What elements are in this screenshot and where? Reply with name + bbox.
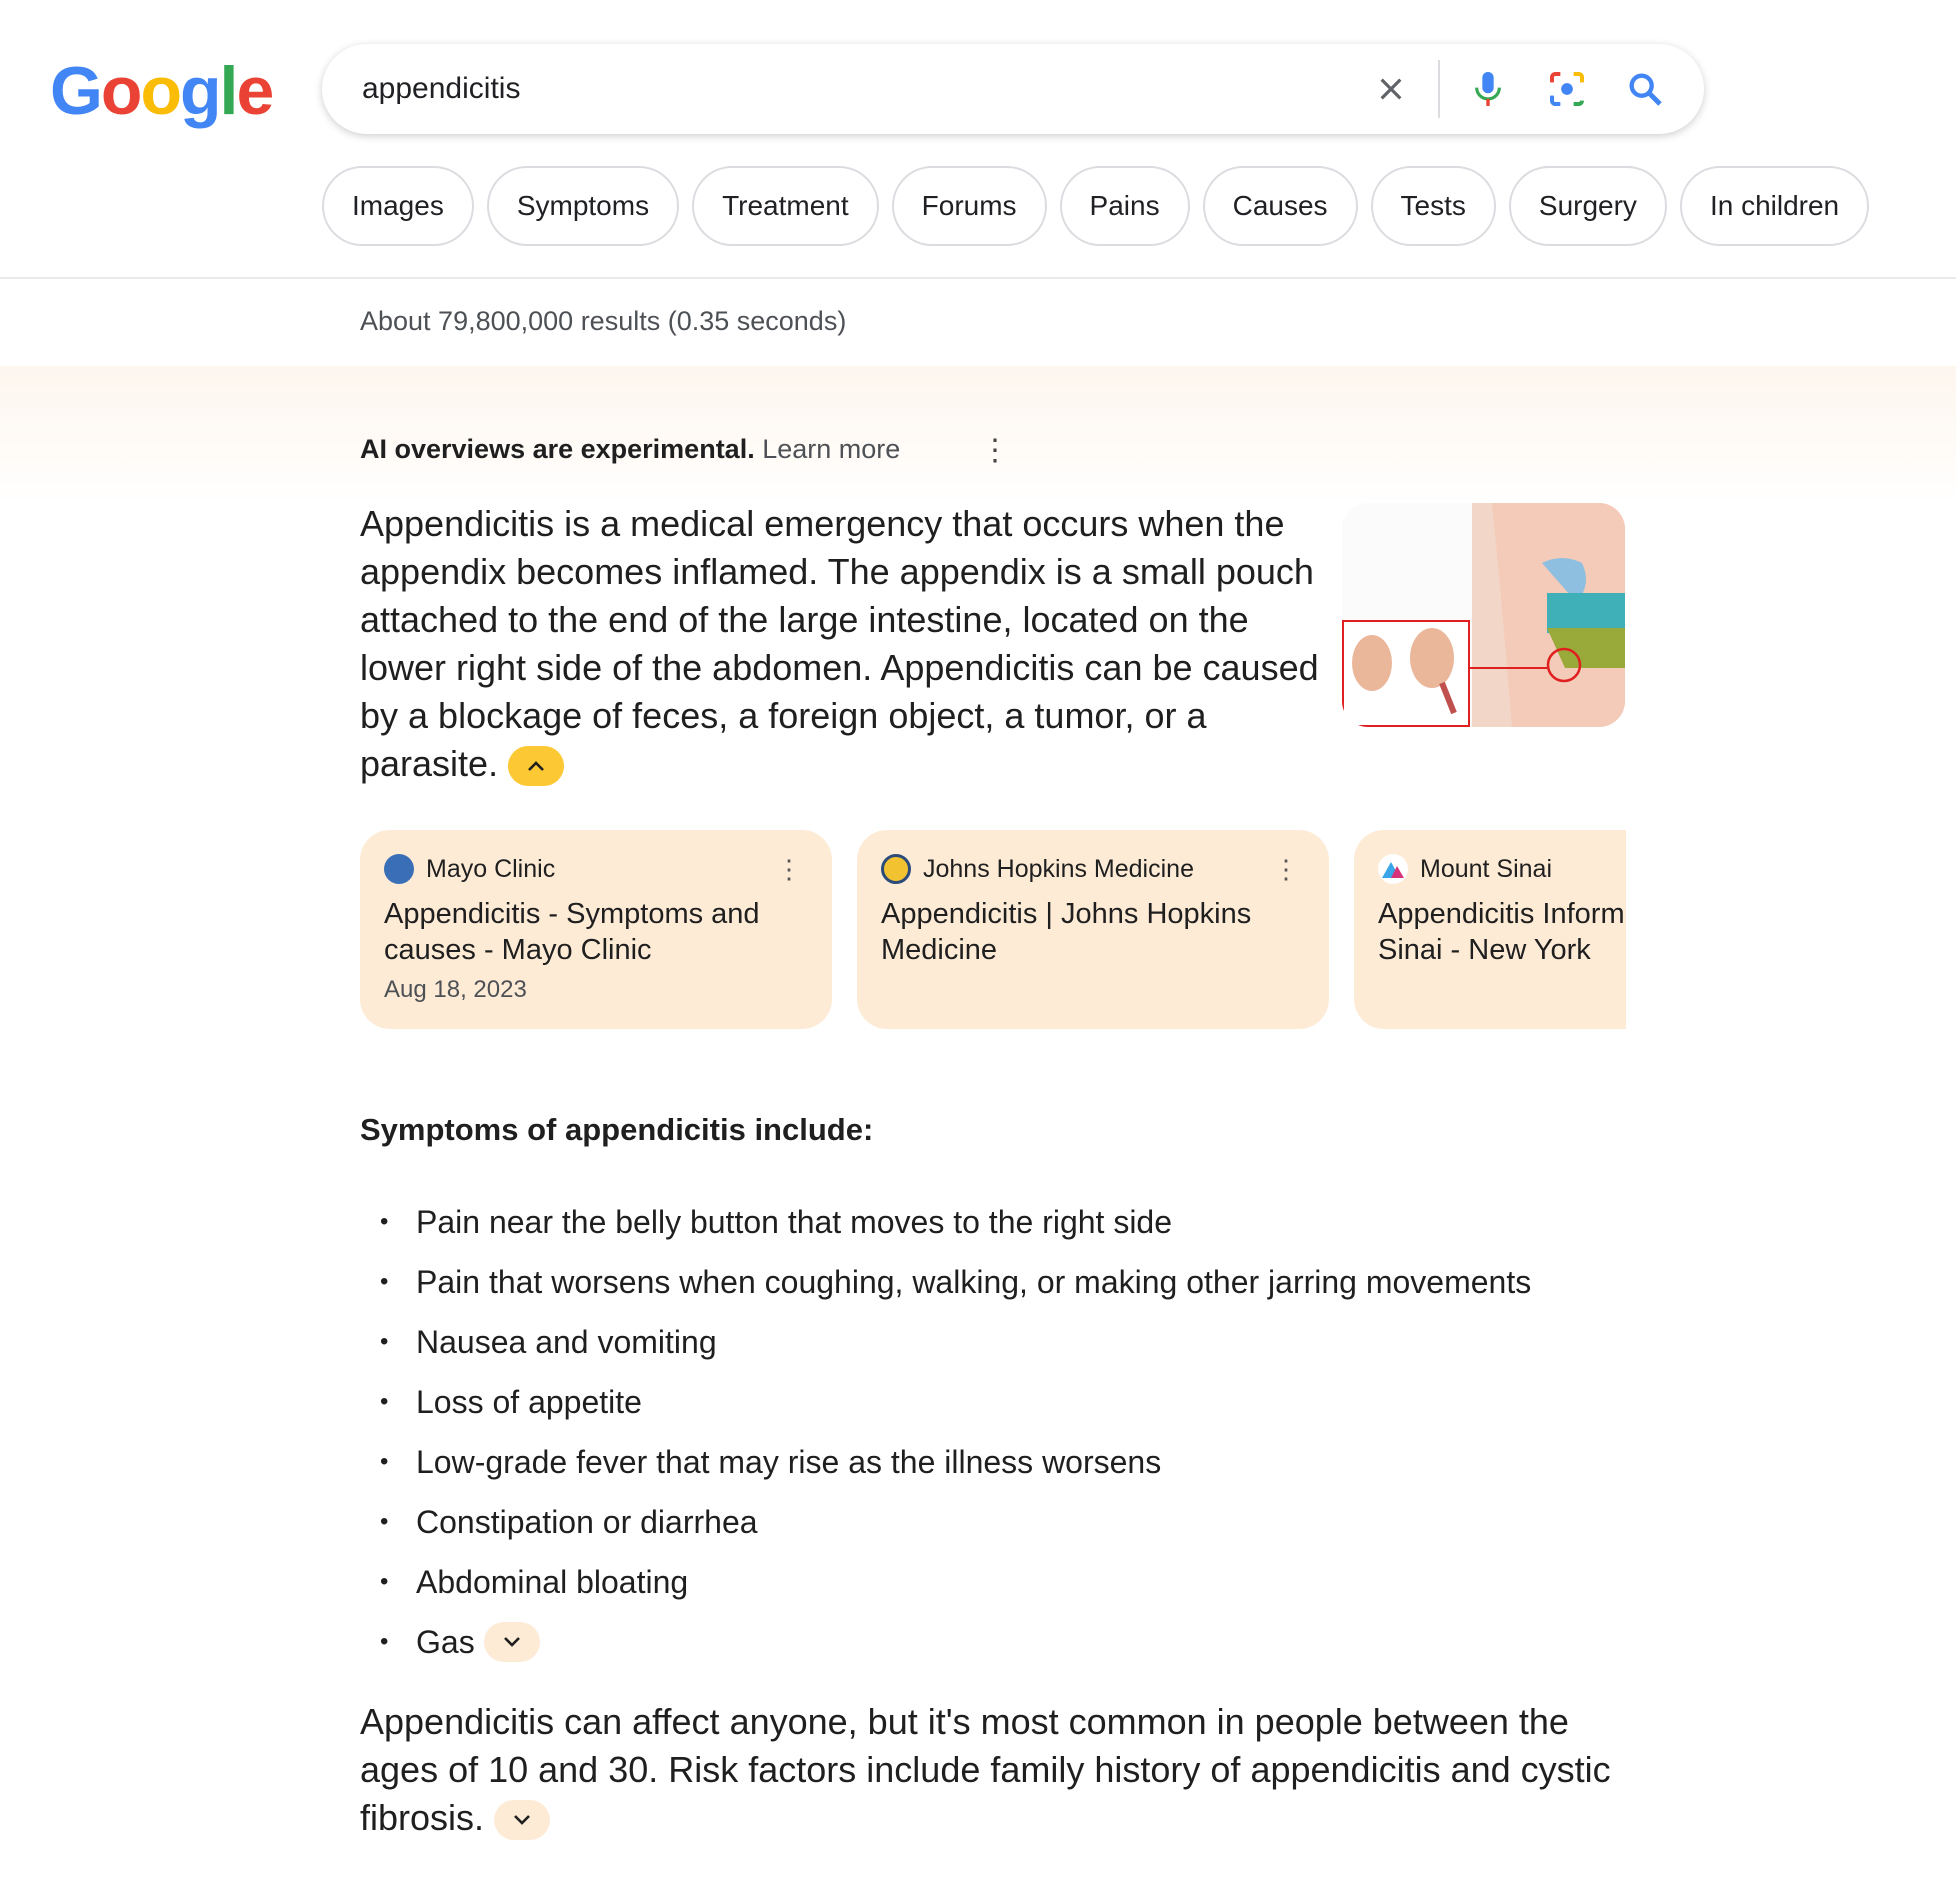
symptom-text: Gas bbox=[416, 1624, 475, 1660]
result-stats: About 79,800,000 results (0.35 seconds) bbox=[360, 306, 847, 336]
symptom-text: Nausea and vomiting bbox=[416, 1324, 717, 1360]
source-card[interactable] bbox=[1354, 830, 1626, 1029]
filter-chips bbox=[322, 166, 1869, 246]
expand-chevron-down-icon[interactable] bbox=[484, 1622, 540, 1662]
search-icon[interactable] bbox=[1622, 66, 1668, 112]
intro-text: Appendicitis is a medical emergency that occurs when the appendix becomes inflamed. The appendix is a small pouch attached to the end of the large intestine, located on the lower right side of the abdomen. Appendicitis can be caused by a blockage of feces, a foreign object, a tumor, or a parasite. bbox=[360, 503, 1319, 784]
source-title[interactable]: Appendicitis Inform Sinai - New York bbox=[1378, 898, 1625, 966]
header-divider bbox=[0, 277, 1956, 279]
more-options-icon[interactable]: ⋮ bbox=[980, 434, 1010, 467]
list-item: • Pain near the belly button that moves to the right side bbox=[360, 1192, 1531, 1252]
chip-tests[interactable]: Tests bbox=[1371, 166, 1496, 246]
lens-camera-icon[interactable] bbox=[1544, 66, 1590, 112]
ai-overview-notice bbox=[360, 434, 900, 465]
list-item: • Gas bbox=[360, 1612, 1531, 1672]
mount-sinai-favicon bbox=[1378, 854, 1408, 884]
notice-text: AI overviews are experimental. bbox=[360, 434, 755, 464]
source-card[interactable] bbox=[360, 830, 832, 1029]
chip-images[interactable]: Images bbox=[322, 166, 474, 246]
chip-forums[interactable]: Forums bbox=[892, 166, 1047, 246]
list-item: • Constipation or diarrhea bbox=[360, 1492, 1531, 1552]
source-site: Mount Sinai bbox=[1420, 854, 1553, 883]
ai-intro-paragraph bbox=[360, 500, 1340, 788]
symptoms-heading: Symptoms of appendicitis include: bbox=[360, 1112, 874, 1147]
source-cards bbox=[360, 830, 1626, 1030]
symptom-text: Pain near the belly button that moves to the right side bbox=[416, 1204, 1173, 1240]
symptom-text: Loss of appetite bbox=[416, 1384, 642, 1420]
source-title[interactable]: Appendicitis | Johns Hopkins Medicine bbox=[881, 898, 1252, 966]
divider bbox=[1438, 60, 1440, 118]
chip-in-children[interactable]: In children bbox=[1680, 166, 1869, 246]
list-item: • Low-grade fever that may rise as the illness worsens bbox=[360, 1432, 1531, 1492]
symptoms-list bbox=[360, 1192, 1531, 1672]
symptom-text: Constipation or diarrhea bbox=[416, 1504, 758, 1540]
chip-treatment[interactable]: Treatment bbox=[692, 166, 879, 246]
chip-surgery[interactable]: Surgery bbox=[1509, 166, 1667, 246]
microphone-icon[interactable] bbox=[1465, 66, 1511, 112]
more-options-icon[interactable]: ⋮ bbox=[1273, 854, 1299, 884]
google-logo[interactable]: Google bbox=[50, 53, 273, 129]
chip-symptoms[interactable]: Symptoms bbox=[487, 166, 679, 246]
search-box[interactable] bbox=[322, 44, 1704, 134]
search-input[interactable]: appendicitis bbox=[362, 72, 521, 105]
chip-causes[interactable]: Causes bbox=[1203, 166, 1358, 246]
source-title[interactable]: Appendicitis - Symptoms and causes - Mayo Clinic bbox=[384, 898, 760, 966]
list-item: • Abdominal bloating bbox=[360, 1552, 1531, 1612]
source-site: Johns Hopkins Medicine bbox=[923, 854, 1194, 883]
appendix-anatomy-image[interactable] bbox=[1342, 503, 1625, 727]
symptom-text: Abdominal bloating bbox=[416, 1564, 689, 1600]
source-site: Mayo Clinic bbox=[426, 854, 556, 883]
symptom-text: Pain that worsens when coughing, walking, or making other jarring movements bbox=[416, 1264, 1532, 1300]
list-item: • Nausea and vomiting bbox=[360, 1312, 1531, 1372]
mayo-clinic-favicon bbox=[384, 854, 414, 884]
learn-more-link[interactable]: Learn more bbox=[762, 434, 901, 464]
risk-text: Appendicitis can affect anyone, but it's most common in people between the ages of 10 and 30. Risk factors include family history of appendicitis and cystic fibrosis. bbox=[360, 1701, 1611, 1838]
more-options-icon[interactable]: ⋮ bbox=[776, 854, 802, 884]
list-item: • Loss of appetite bbox=[360, 1372, 1531, 1432]
johns-hopkins-favicon bbox=[881, 854, 911, 884]
ai-overview-background bbox=[0, 366, 1956, 506]
risk-paragraph bbox=[360, 1698, 1650, 1842]
clear-icon[interactable] bbox=[1368, 66, 1414, 112]
list-item: • Pain that worsens when coughing, walking, or making other jarring movements bbox=[360, 1252, 1531, 1312]
chip-pains[interactable]: Pains bbox=[1060, 166, 1190, 246]
expand-chevron-down-icon[interactable] bbox=[494, 1800, 550, 1840]
source-card[interactable] bbox=[857, 830, 1329, 1029]
collapse-chevron-up-icon[interactable] bbox=[508, 746, 564, 786]
source-date: Aug 18, 2023 bbox=[384, 976, 527, 1003]
symptom-text: Low-grade fever that may rise as the illness worsens bbox=[416, 1444, 1162, 1480]
